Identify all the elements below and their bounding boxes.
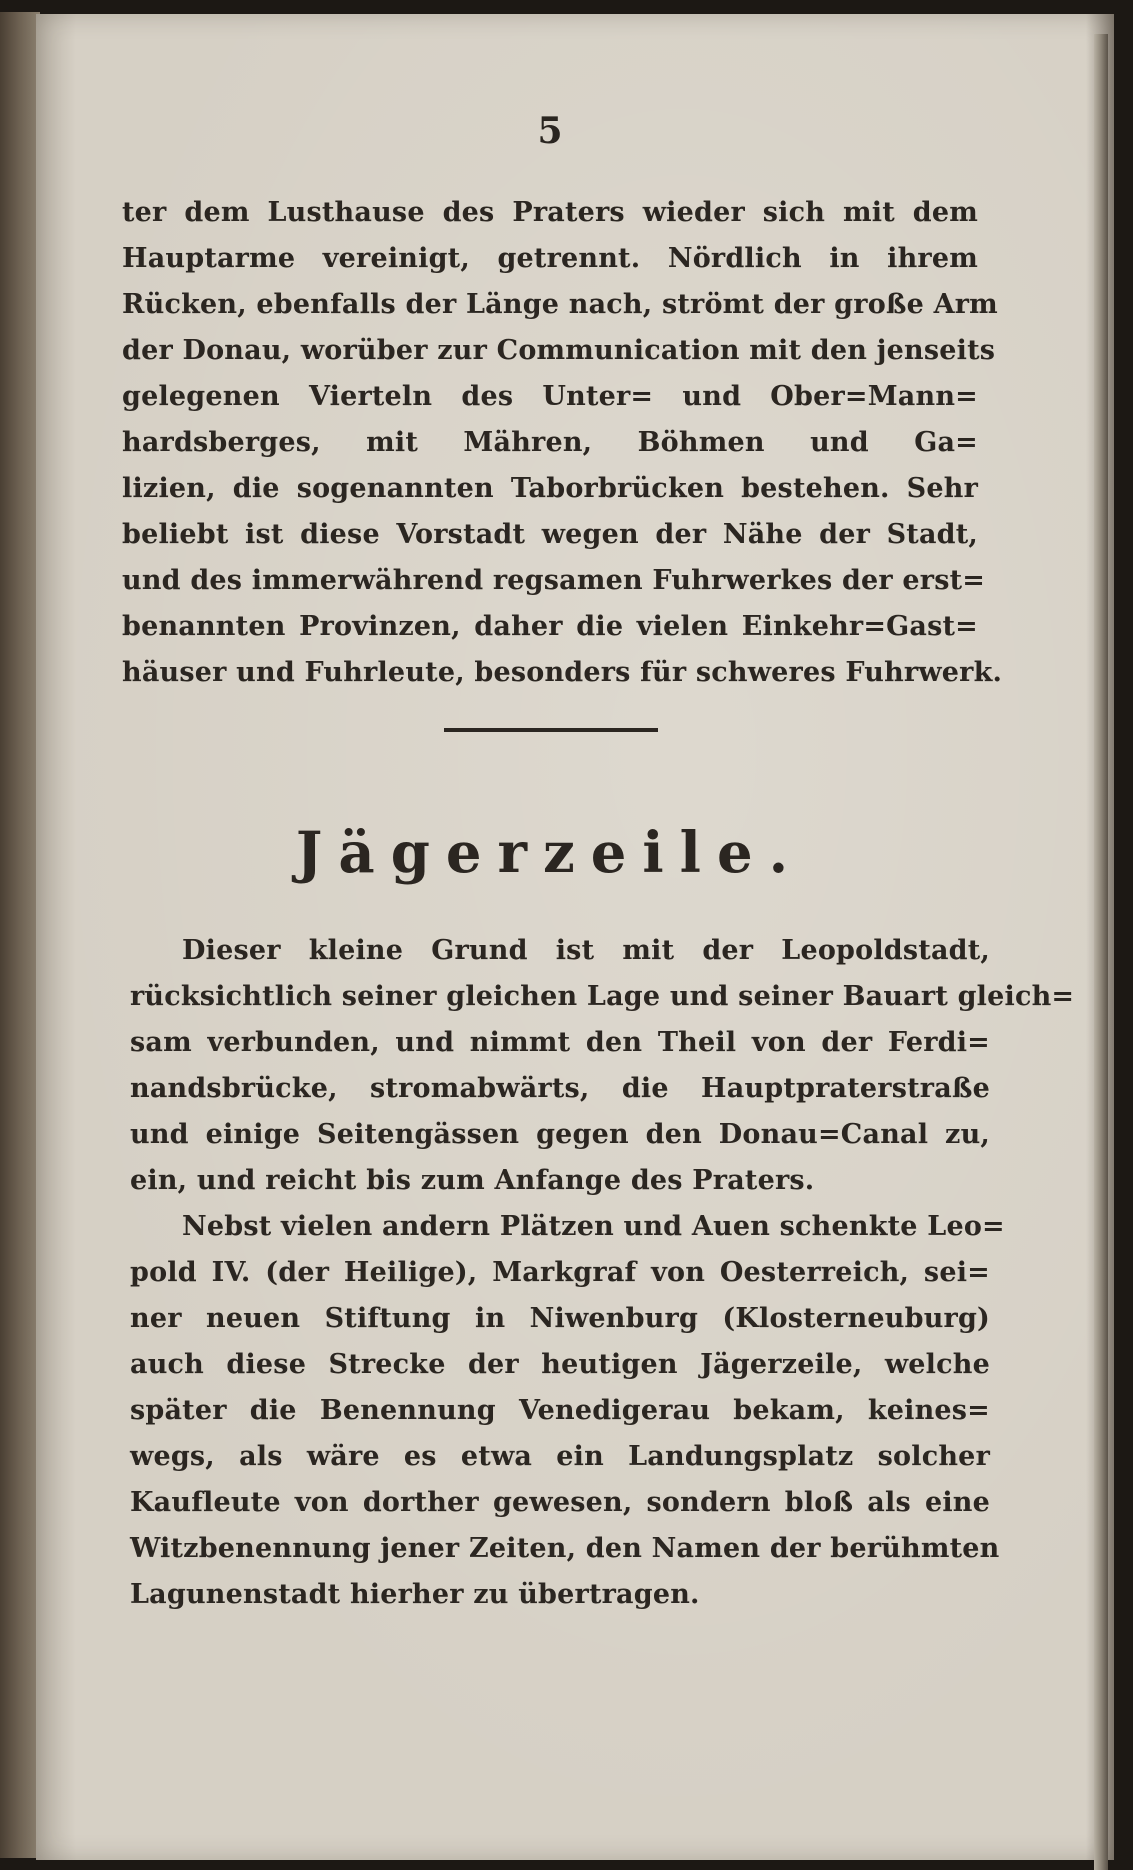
text-line: lizien, die sogenannten Taborbrücken bestehen. Sehr [122,473,978,504]
text-line: auch diese Strecke der heutigen Jägerzeile, welche [130,1349,990,1380]
text-line: Rücken, ebenfalls der Länge nach, strömt der große Arm [122,289,998,320]
text-line: sam verbunden, und nimmt den Theil von der Ferdi= [130,1027,990,1058]
text-line: Lagunenstadt hierher zu übertragen. [130,1579,700,1610]
text-line: Nebst vielen andern Plätzen und Auen schenkte Leo= [182,1211,1005,1242]
section-heading: Jägerzeile. [295,820,805,886]
text-line: und des immerwährend regsamen Fuhrwerkes der erst= [122,565,986,596]
text-line: beliebt ist diese Vorstadt wegen der Nähe der Stadt, [122,519,978,550]
text-line: hardsberges, mit Mähren, Böhmen und Ga= [122,427,978,458]
paragraph-leopoldstadt-continued [122,190,1003,696]
paragraph-jaegerzeile [130,928,1075,1618]
text-line: der Donau, worüber zur Communication mit den jenseits [122,335,996,366]
text-line: rücksichtlich seiner gleichen Lage und seiner Bauart gleich= [130,981,1075,1012]
text-line: pold IV. (der Heilige), Markgraf von Oesterreich, sei= [130,1257,990,1288]
text-line: gelegenen Vierteln des Unter= und Ober=Mann= [122,381,978,412]
text-line: häuser und Fuhrleute, besonders für schweres Fuhrwerk. [122,657,1003,688]
text-line: ein, und reicht bis zum Anfange des Praters. [130,1165,815,1196]
text-line: benannten Provinzen, daher die vielen Einkehr=Gast= [122,611,978,642]
text-line: Witzbenennung jener Zeiten, den Namen der berühmten [130,1533,1000,1564]
page-number: 5 [537,110,563,152]
page-edge [1094,34,1108,1870]
text-line: und einige Seitengässen gegen den Donau=Canal zu, [130,1119,990,1150]
text-line: wegs, als wäre es etwa ein Landungsplatz solcher [130,1441,990,1472]
section-divider [444,728,658,732]
text-line: ner neuen Stiftung in Niwenburg (Klosterneuburg) [130,1303,990,1334]
text-line: Kaufleute von dorther gewesen, sondern bloß als eine [130,1487,990,1518]
text-line: später die Benennung Venedigerau bekam, keines= [130,1395,990,1426]
text-line: ter dem Lusthause des Praters wieder sich mit dem [122,197,978,228]
text-line: Hauptarme vereinigt, getrennt. Nördlich in ihrem [122,243,978,274]
text-line: nandsbrücke, stromabwärts, die Hauptpraterstraße [130,1073,990,1104]
text-line: Dieser kleine Grund ist mit der Leopoldstadt, [182,935,990,966]
book-spine [0,12,40,1858]
